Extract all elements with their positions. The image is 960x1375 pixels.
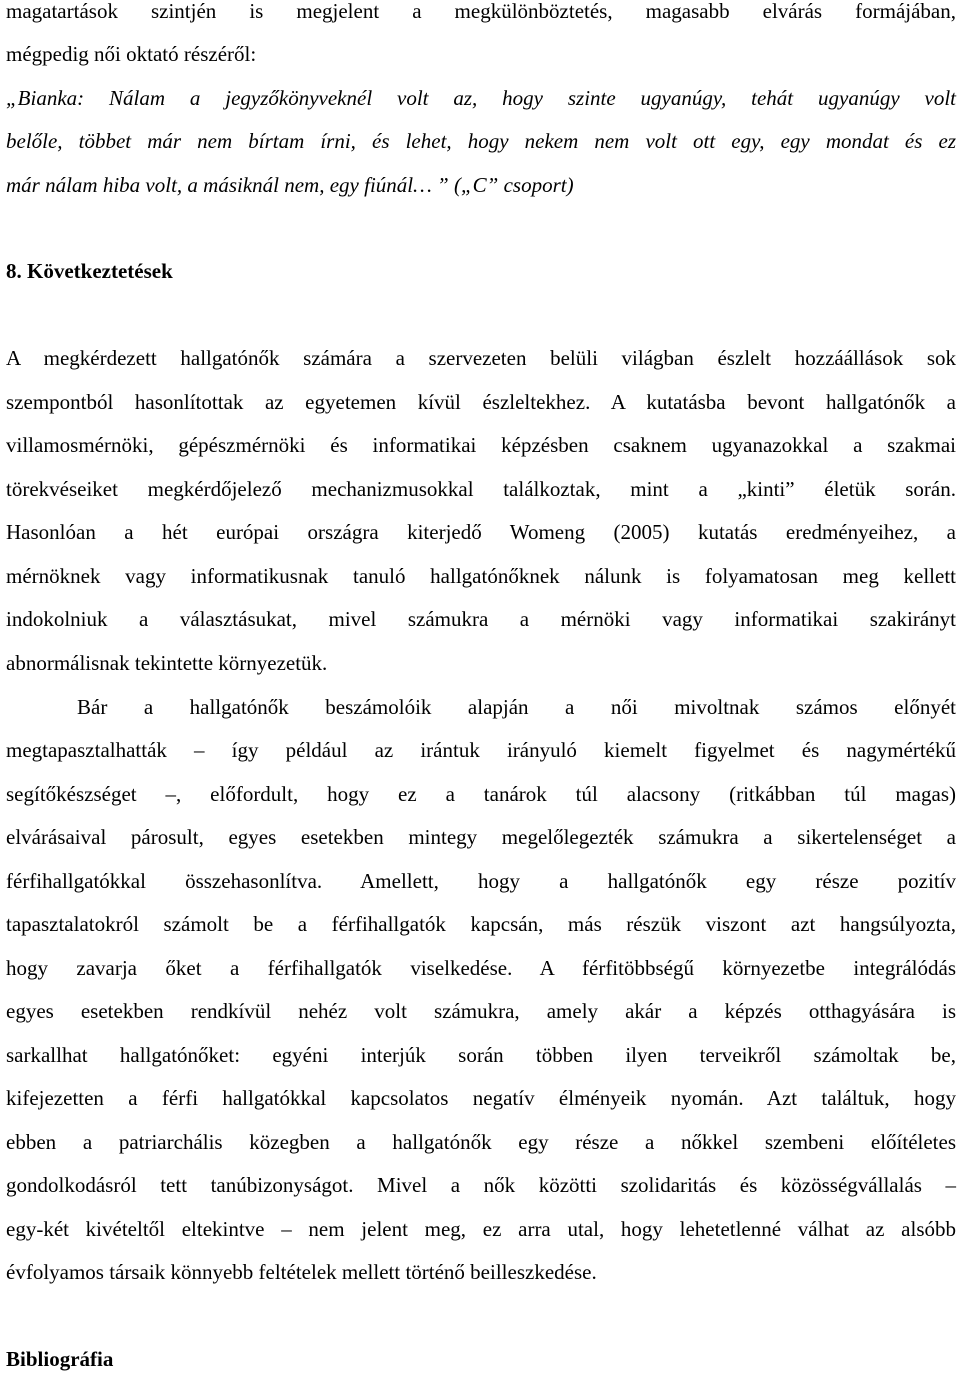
paragraph-line: elvárásaival párosult, egyes esetekben mintegy megelőlegezték számukra a sikertelenséget a bbox=[6, 825, 956, 849]
paragraph-line: segítőkészséget –, előfordult, hogy ez a tanárok túl alacsony (ritkábban túl magas) bbox=[6, 782, 956, 806]
interview-quote-line: belőle, többet már nem bírtam írni, és lehet, hogy nekem nem volt ott egy, egy mondat és ez bbox=[6, 129, 956, 153]
paragraph-line: abnormálisnak tekintette környezetük. bbox=[6, 651, 328, 675]
paragraph-line: kifejezetten a férfi hallgatókkal kapcsolatos negatív élményeik nyomán. Azt találtuk, hogy bbox=[6, 1086, 956, 1110]
paragraph-line: hogy zavarja őket a férfihallgatók viselkedése. A férfitöbbségű környezetbe integrálódás bbox=[6, 956, 956, 980]
paragraph-line: villamosmérnöki, gépészmérnöki és informatikai képzésben csaknem ugyanazokkal a szakmai bbox=[6, 433, 956, 457]
paragraph-line: Hasonlóan a hét európai országra kiterjedő Womeng (2005) kutatás eredményeihez, a bbox=[6, 520, 956, 544]
paragraph-line: ebben a patriarchális közegben a hallgatónők egy része a nőkkel szembeni előítéletes bbox=[6, 1130, 956, 1154]
paragraph-line: egy-két kivételtől eltekintve – nem jelent meg, ez arra utal, hogy lehetetlenné válhat az alsóbb bbox=[6, 1217, 956, 1241]
paragraph-line: évfolyamos társaik könnyebb feltételek mellett történő beilleszkedése. bbox=[6, 1260, 597, 1284]
paragraph-line: egyes esetekben rendkívül nehéz volt számukra, amely akár a képzés otthagyására is bbox=[6, 999, 956, 1023]
paragraph-line: gondolkodásról tett tanúbizonyságot. Mivel a nők közötti szolidaritás és közösségvállalás – bbox=[6, 1173, 956, 1197]
paragraph-line: férfihallgatókkal összehasonlítva. Amellett, hogy a hallgatónők egy része pozitív bbox=[6, 869, 956, 893]
bibliography-heading: Bibliográfia bbox=[6, 1347, 114, 1371]
paragraph-line: sarkallhat hallgatónőket: egyéni interjúk során többen ilyen terveikről számoltak be, bbox=[6, 1043, 956, 1067]
paragraph-line: tapasztalatokról számolt be a férfihallgatók kapcsán, más részük viszont azt hangsúlyozta, bbox=[6, 912, 956, 936]
interview-quote-line: „Bianka: Nálam a jegyzőkönyveknél volt az, hogy szinte ugyanúgy, tehát ugyanúgy volt bbox=[6, 86, 956, 110]
paragraph-line: A megkérdezett hallgatónők számára a szervezeten belüli világban észlelt hozzáállások sok bbox=[6, 346, 956, 370]
body-text-line: mégpedig női oktató részéről: bbox=[6, 42, 257, 66]
body-text-line: magatartások szintjén is megjelent a megkülönböztetés, magasabb elvárás formájában, bbox=[6, 0, 956, 23]
paragraph-line: indokolniuk a választásukat, mivel számukra a mérnöki vagy informatikai szakirányt bbox=[6, 607, 956, 631]
paragraph-line: szempontból hasonlítottak az egyetemen kívül észleltekhez. A kutatásba bevont hallgatónők a bbox=[6, 390, 956, 414]
paragraph-line: törekvéseiket megkérdőjelező mechanizmusokkal találkoztak, mint a „kinti” életük során. bbox=[6, 477, 956, 501]
paragraph-line: mérnöknek vagy informatikusnak tanuló hallgatónőknek nálunk is folyamatosan meg kellett bbox=[6, 564, 956, 588]
paragraph-line: Bár a hallgatónők beszámolóik alapján a női mivoltnak számos előnyét bbox=[77, 695, 956, 719]
interview-quote-line: már nálam hiba volt, a másiknál nem, egy fiúnál… ” („C” csoport) bbox=[6, 173, 574, 197]
section-heading: 8. Következtetések bbox=[6, 259, 173, 283]
paragraph-line: megtapasztalhatták – így például az irántuk irányuló kiemelt figyelmet és nagymértékű bbox=[6, 738, 956, 762]
